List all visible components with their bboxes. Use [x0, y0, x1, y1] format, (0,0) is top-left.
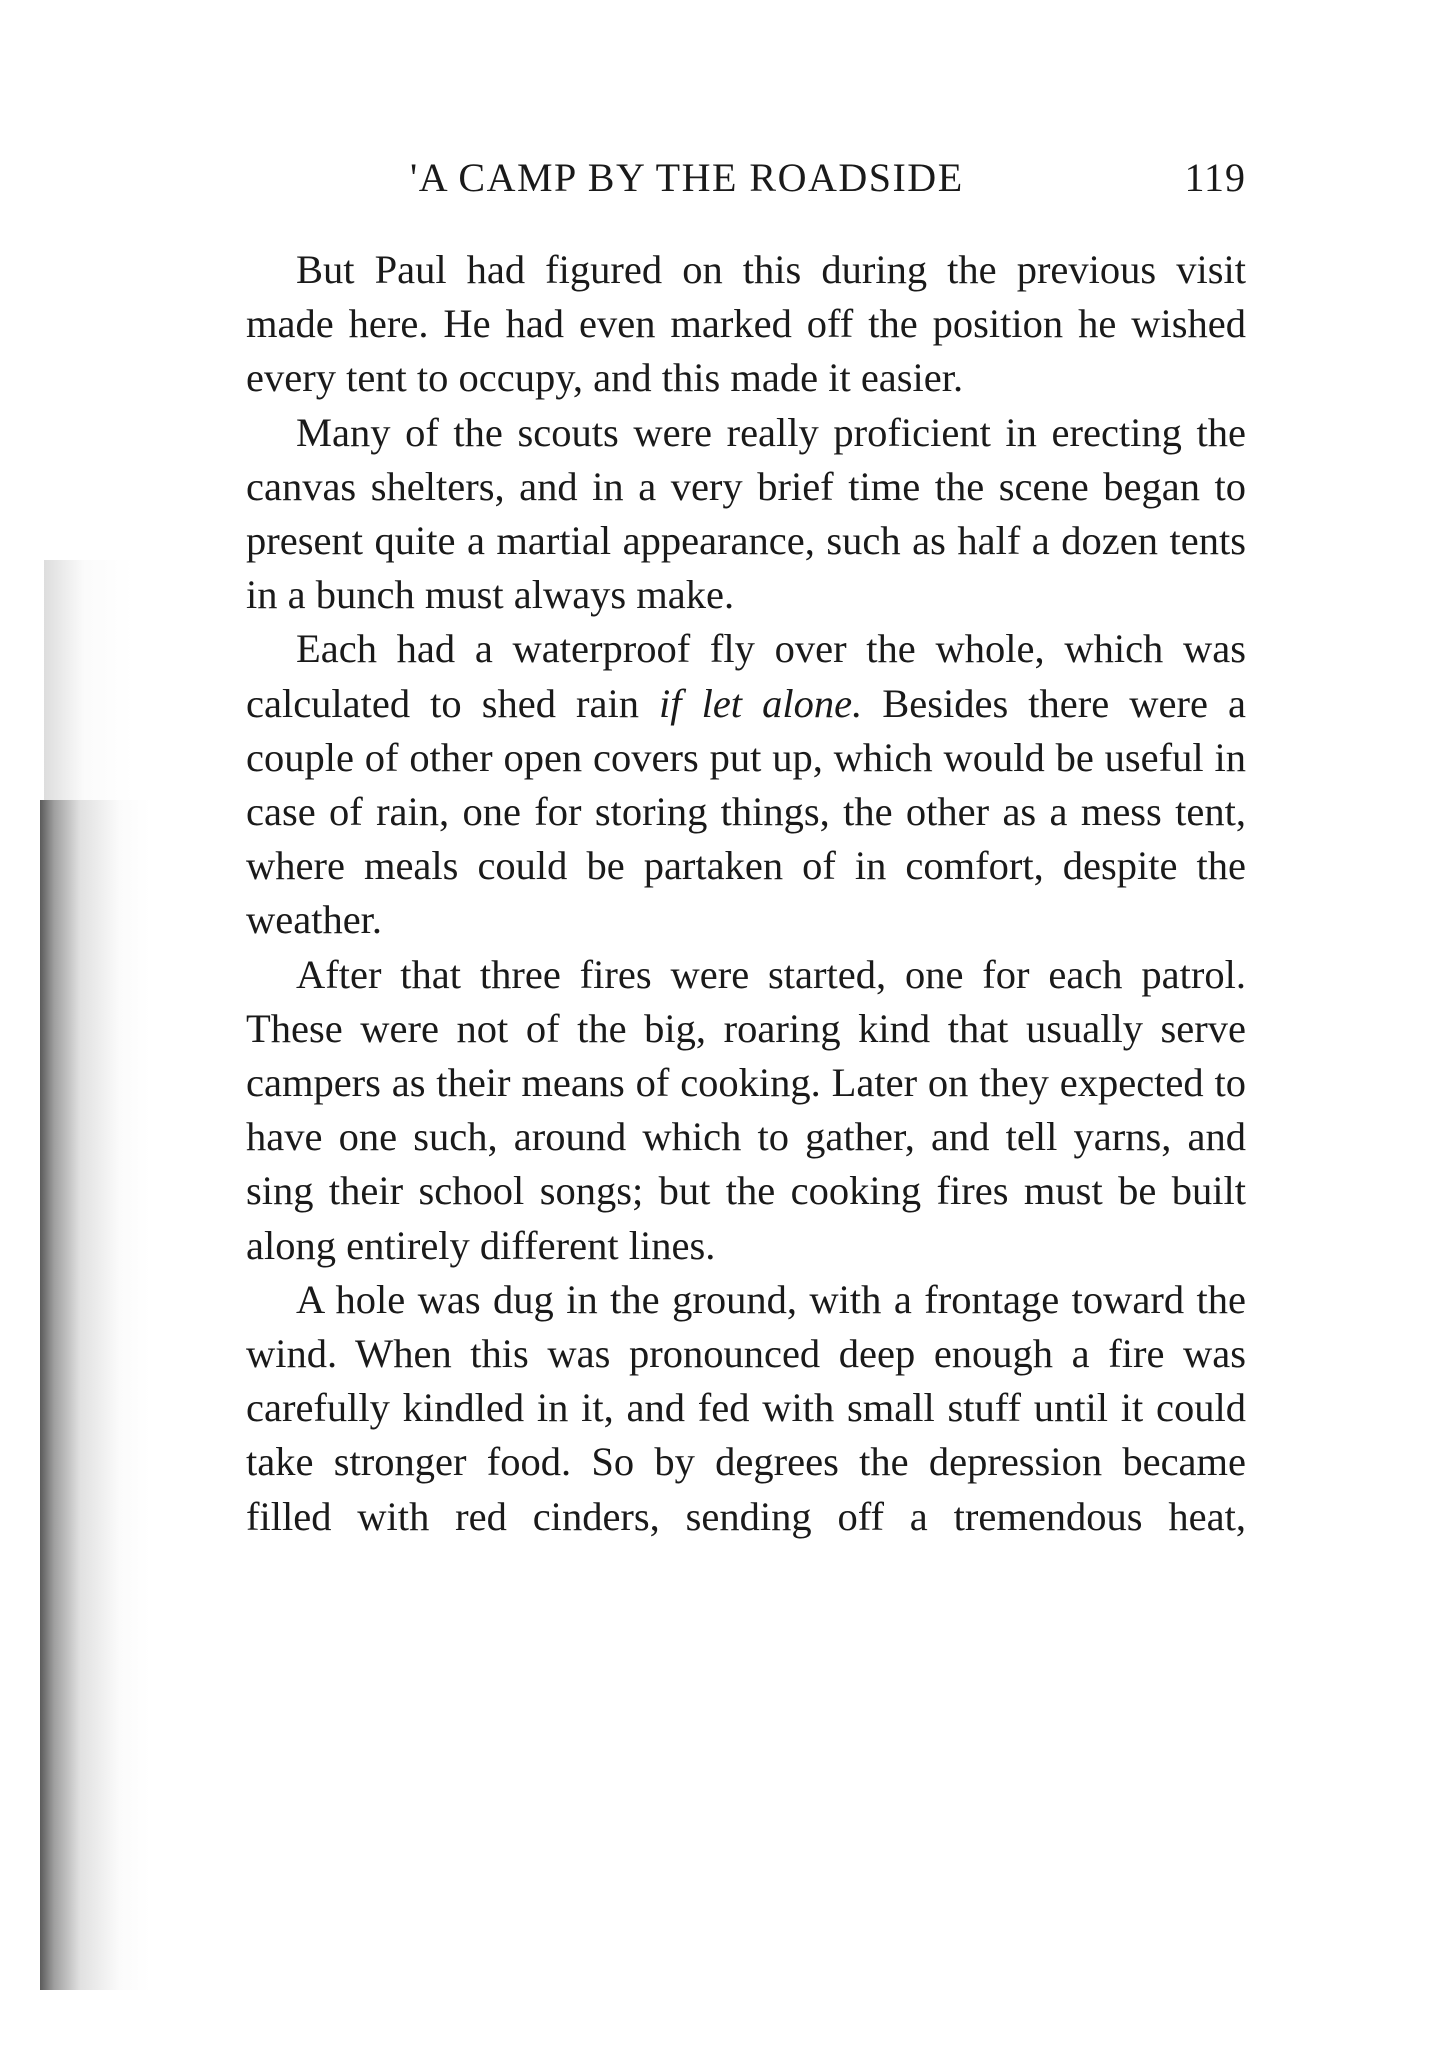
paragraph-3-text-before: Each had a waterproof fly over the whole, which was calculated to shed rain [246, 626, 1246, 726]
running-head [246, 148, 1246, 208]
page-gutter-speckle [44, 560, 134, 800]
paragraph-1: But Paul had figured on this during the previous visit made here. He had even marked off the position he wished every tent to occupy, and this made it easier. [246, 247, 1246, 401]
running-title: 'A CAMP BY THE ROADSIDE [410, 155, 964, 200]
page-number: 119 [1184, 155, 1246, 200]
paragraph-5: A hole was dug in the ground, with a frontage toward the wind. When this was pronounced deep enough a fire was carefully kindled in it, and fed with small stuff until it could take stronger food. So by degrees the depression became filled with red cinders, sending off a tremendous heat, [246, 1276, 1246, 1539]
paragraph-3-italic-phrase: if let alone. [659, 680, 863, 726]
paragraph-4: After that three fires were started, one for each patrol. These were not of the big, roaring kind that usually serve campers as their means of cooking. Later on they expected to have one such, around which to gather, and tell yarns, and sing their school songs; but the cooking fires must be built along entirely different lines. [246, 951, 1246, 1268]
paragraph-3 [246, 622, 1246, 947]
body-text [246, 243, 1246, 1544]
page-binding-shadow [40, 800, 150, 1990]
paragraph-3-text-after: Besides there were a couple of other open covers put up, which would be useful in case of rain, one for storing things, the other as a mess tent, where meals could be partaken of in comfort, despite the weather. [246, 680, 1246, 943]
paragraph-2: Many of the scouts were really proficient in erecting the canvas shelters, and in a very brief time the scene began to present quite a martial appearance, such as half a dozen tents in a bunch must always make. [246, 409, 1246, 618]
